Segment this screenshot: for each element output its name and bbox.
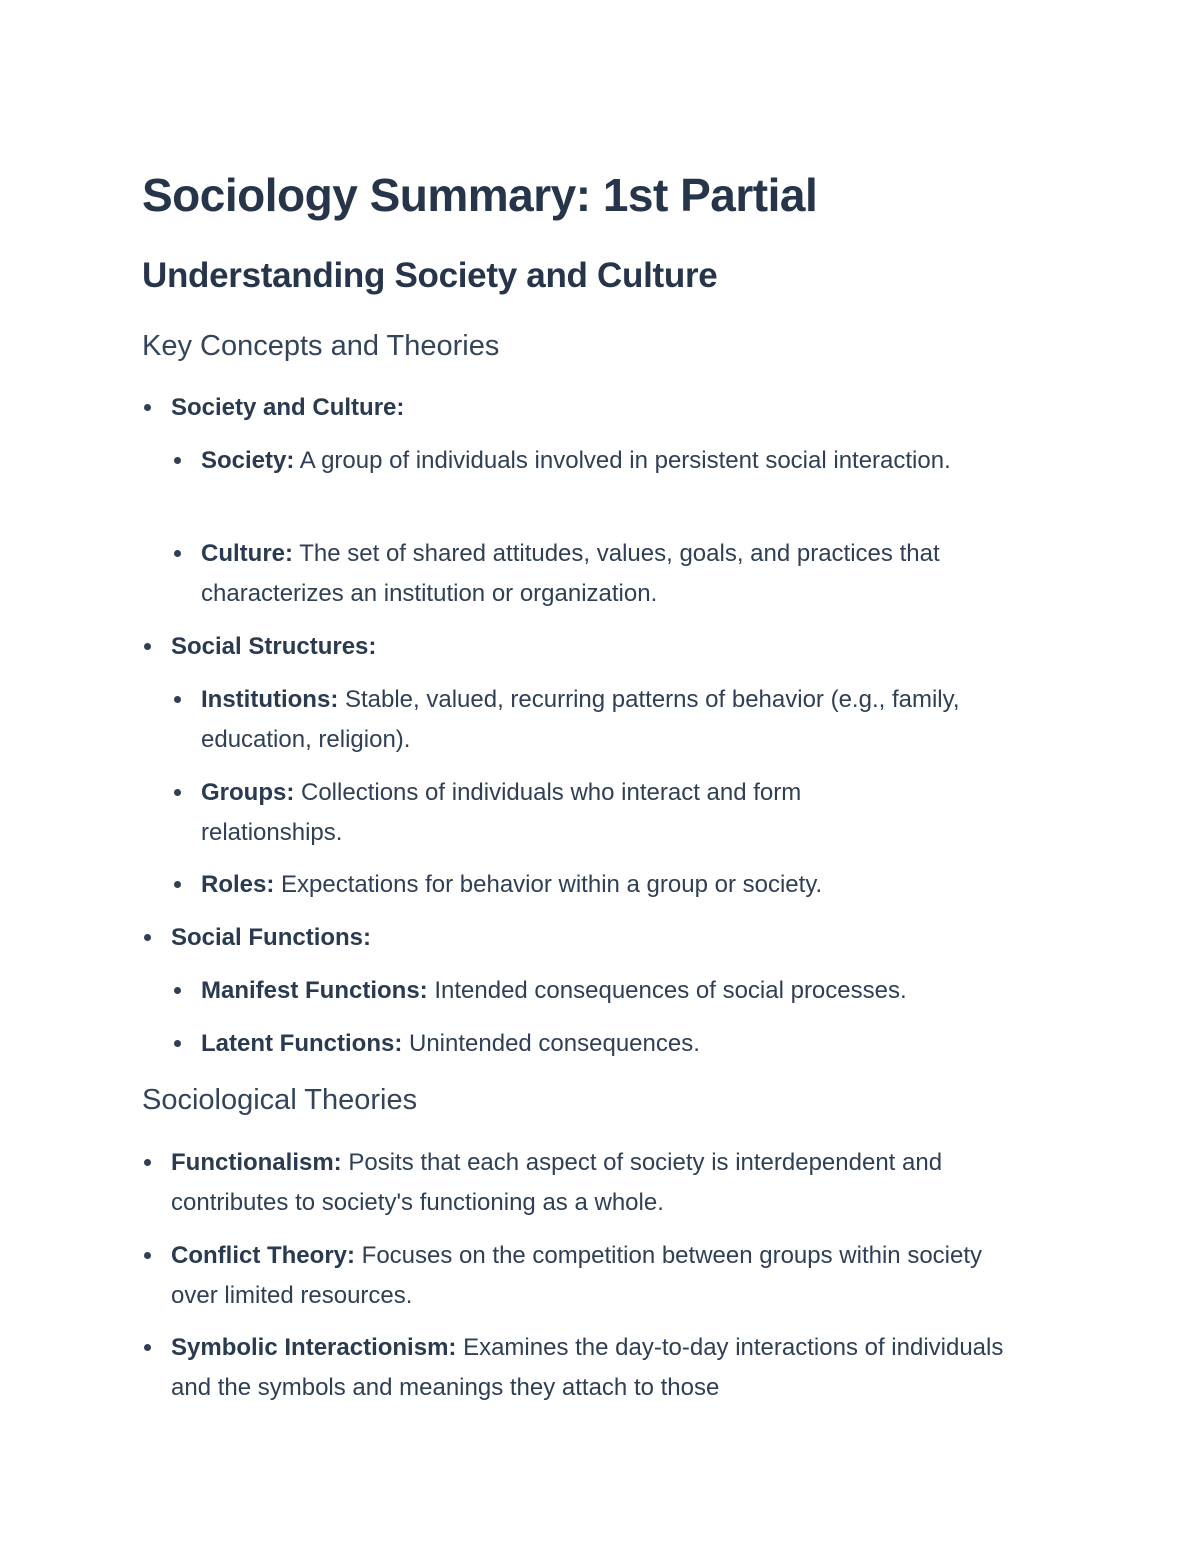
subheading-sociological-theories: Sociological Theories xyxy=(142,1084,418,1116)
item-term: Conflict Theory: xyxy=(171,1242,355,1269)
item-term: Groups: xyxy=(201,779,295,806)
list-item-groups xyxy=(201,773,941,853)
list-item-conflict-theory xyxy=(171,1236,1031,1316)
item-term: Culture: xyxy=(201,540,293,567)
item-term: Symbolic Interactionism: xyxy=(171,1334,457,1361)
bullet-icon xyxy=(144,1344,151,1351)
list-item-roles xyxy=(201,865,1081,905)
bullet-icon xyxy=(174,457,181,464)
bullet-icon xyxy=(144,404,151,411)
bullet-icon xyxy=(144,643,151,650)
list-item-social-functions xyxy=(171,918,1071,958)
list-item-institutions xyxy=(201,680,1071,760)
item-term: Manifest Functions: xyxy=(201,977,428,1004)
list-item-functionalism xyxy=(171,1143,1031,1223)
item-label: Social Structures: xyxy=(171,633,377,660)
subheading-key-concepts: Key Concepts and Theories xyxy=(142,330,500,362)
item-text: Intended consequences of social processes. xyxy=(427,977,907,1004)
item-text: Unintended consequences. xyxy=(402,1030,700,1057)
document-title: Sociology Summary: 1st Partial xyxy=(142,169,818,221)
list-item-society-and-culture xyxy=(171,388,1071,428)
list-item-culture xyxy=(201,534,1061,614)
list-item-manifest-functions xyxy=(201,971,1081,1011)
list-item-social-structures xyxy=(171,627,1071,667)
item-term: Roles: xyxy=(201,871,275,898)
section-heading: Understanding Society and Culture xyxy=(142,256,718,295)
list-item-society xyxy=(201,441,961,481)
bullet-icon xyxy=(174,550,181,557)
bullet-icon xyxy=(174,789,181,796)
list-item-latent-functions xyxy=(201,1024,1081,1064)
item-text: Expectations for behavior within a group or society. xyxy=(274,871,823,898)
list-item-symbolic-interactionism xyxy=(171,1328,1031,1408)
bullet-icon xyxy=(144,934,151,941)
bullet-icon xyxy=(174,881,181,888)
bullet-icon xyxy=(144,1159,151,1166)
item-text: Collections of individuals who interact and form relationships. xyxy=(201,779,802,846)
item-text: Examines the day-to-day interactions of individuals and the symbols and meanings they attach to those xyxy=(171,1334,1004,1401)
item-text: Focuses on the competition between groups within society over limited resources. xyxy=(171,1242,983,1309)
item-text: A group of individuals involved in persistent social interaction. xyxy=(294,447,951,474)
item-term: Latent Functions: xyxy=(201,1030,403,1057)
item-term: Functionalism: xyxy=(171,1149,342,1176)
item-term: Institutions: xyxy=(201,686,339,713)
item-text: Stable, valued, recurring patterns of behavior (e.g., family, education, religion). xyxy=(201,686,960,753)
bullet-icon xyxy=(144,1252,151,1259)
bullet-icon xyxy=(174,696,181,703)
item-label: Social Functions: xyxy=(171,924,372,951)
item-label: Society and Culture: xyxy=(171,394,405,421)
bullet-icon xyxy=(174,1040,181,1047)
item-text: Posits that each aspect of society is interdependent and contributes to society's functioning as a whole. xyxy=(171,1149,943,1216)
item-term: Society: xyxy=(201,447,295,474)
item-text: The set of shared attitudes, values, goals, and practices that characterizes an institution or organization. xyxy=(201,540,940,607)
bullet-icon xyxy=(174,987,181,994)
